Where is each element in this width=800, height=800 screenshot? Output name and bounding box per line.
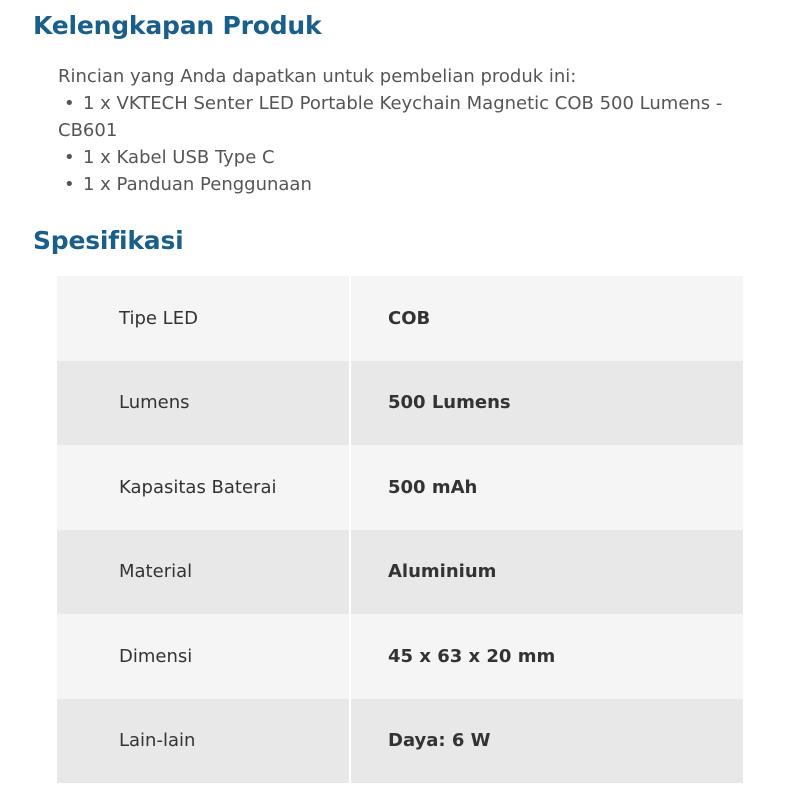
table-row (57, 614, 743, 699)
kelengkapan-intro: Rincian yang Anda dapatkan untuk pembelian produk ini: (58, 66, 577, 87)
kelengkapan-content (58, 63, 758, 198)
bullet-icon: • (64, 93, 75, 114)
table-row (57, 699, 743, 784)
kelengkapan-item: • 1 x Panduan Penggunaan (58, 171, 758, 198)
kelengkapan-list (58, 90, 758, 198)
table-row (57, 530, 743, 615)
spec-label: Dimensi (57, 614, 350, 699)
section-title-spesifikasi: Spesifikasi (33, 226, 184, 255)
table-row (57, 445, 743, 530)
spec-value: 500 mAh (350, 445, 743, 530)
spec-label: Lumens (57, 361, 350, 446)
spec-value: COB (350, 276, 743, 361)
spec-value: Daya: 6 W (350, 699, 743, 784)
spec-value: Aluminium (350, 530, 743, 615)
table-row (57, 276, 743, 361)
spec-label: Lain-lain (57, 699, 350, 784)
spec-label: Tipe LED (57, 276, 350, 361)
spec-value: 45 x 63 x 20 mm (350, 614, 743, 699)
bullet-icon: • (64, 147, 75, 168)
spec-table (57, 276, 743, 783)
spec-label: Material (57, 530, 350, 615)
section-title-kelengkapan: Kelengkapan Produk (33, 11, 322, 40)
table-row (57, 361, 743, 446)
spec-label: Kapasitas Baterai (57, 445, 350, 530)
kelengkapan-item: • 1 x VKTECH Senter LED Portable Keychain Magnetic COB 500 Lumens - CB601 (58, 90, 758, 144)
bullet-icon: • (64, 174, 75, 195)
kelengkapan-item: • 1 x Kabel USB Type C (58, 144, 758, 171)
spec-value: 500 Lumens (350, 361, 743, 446)
